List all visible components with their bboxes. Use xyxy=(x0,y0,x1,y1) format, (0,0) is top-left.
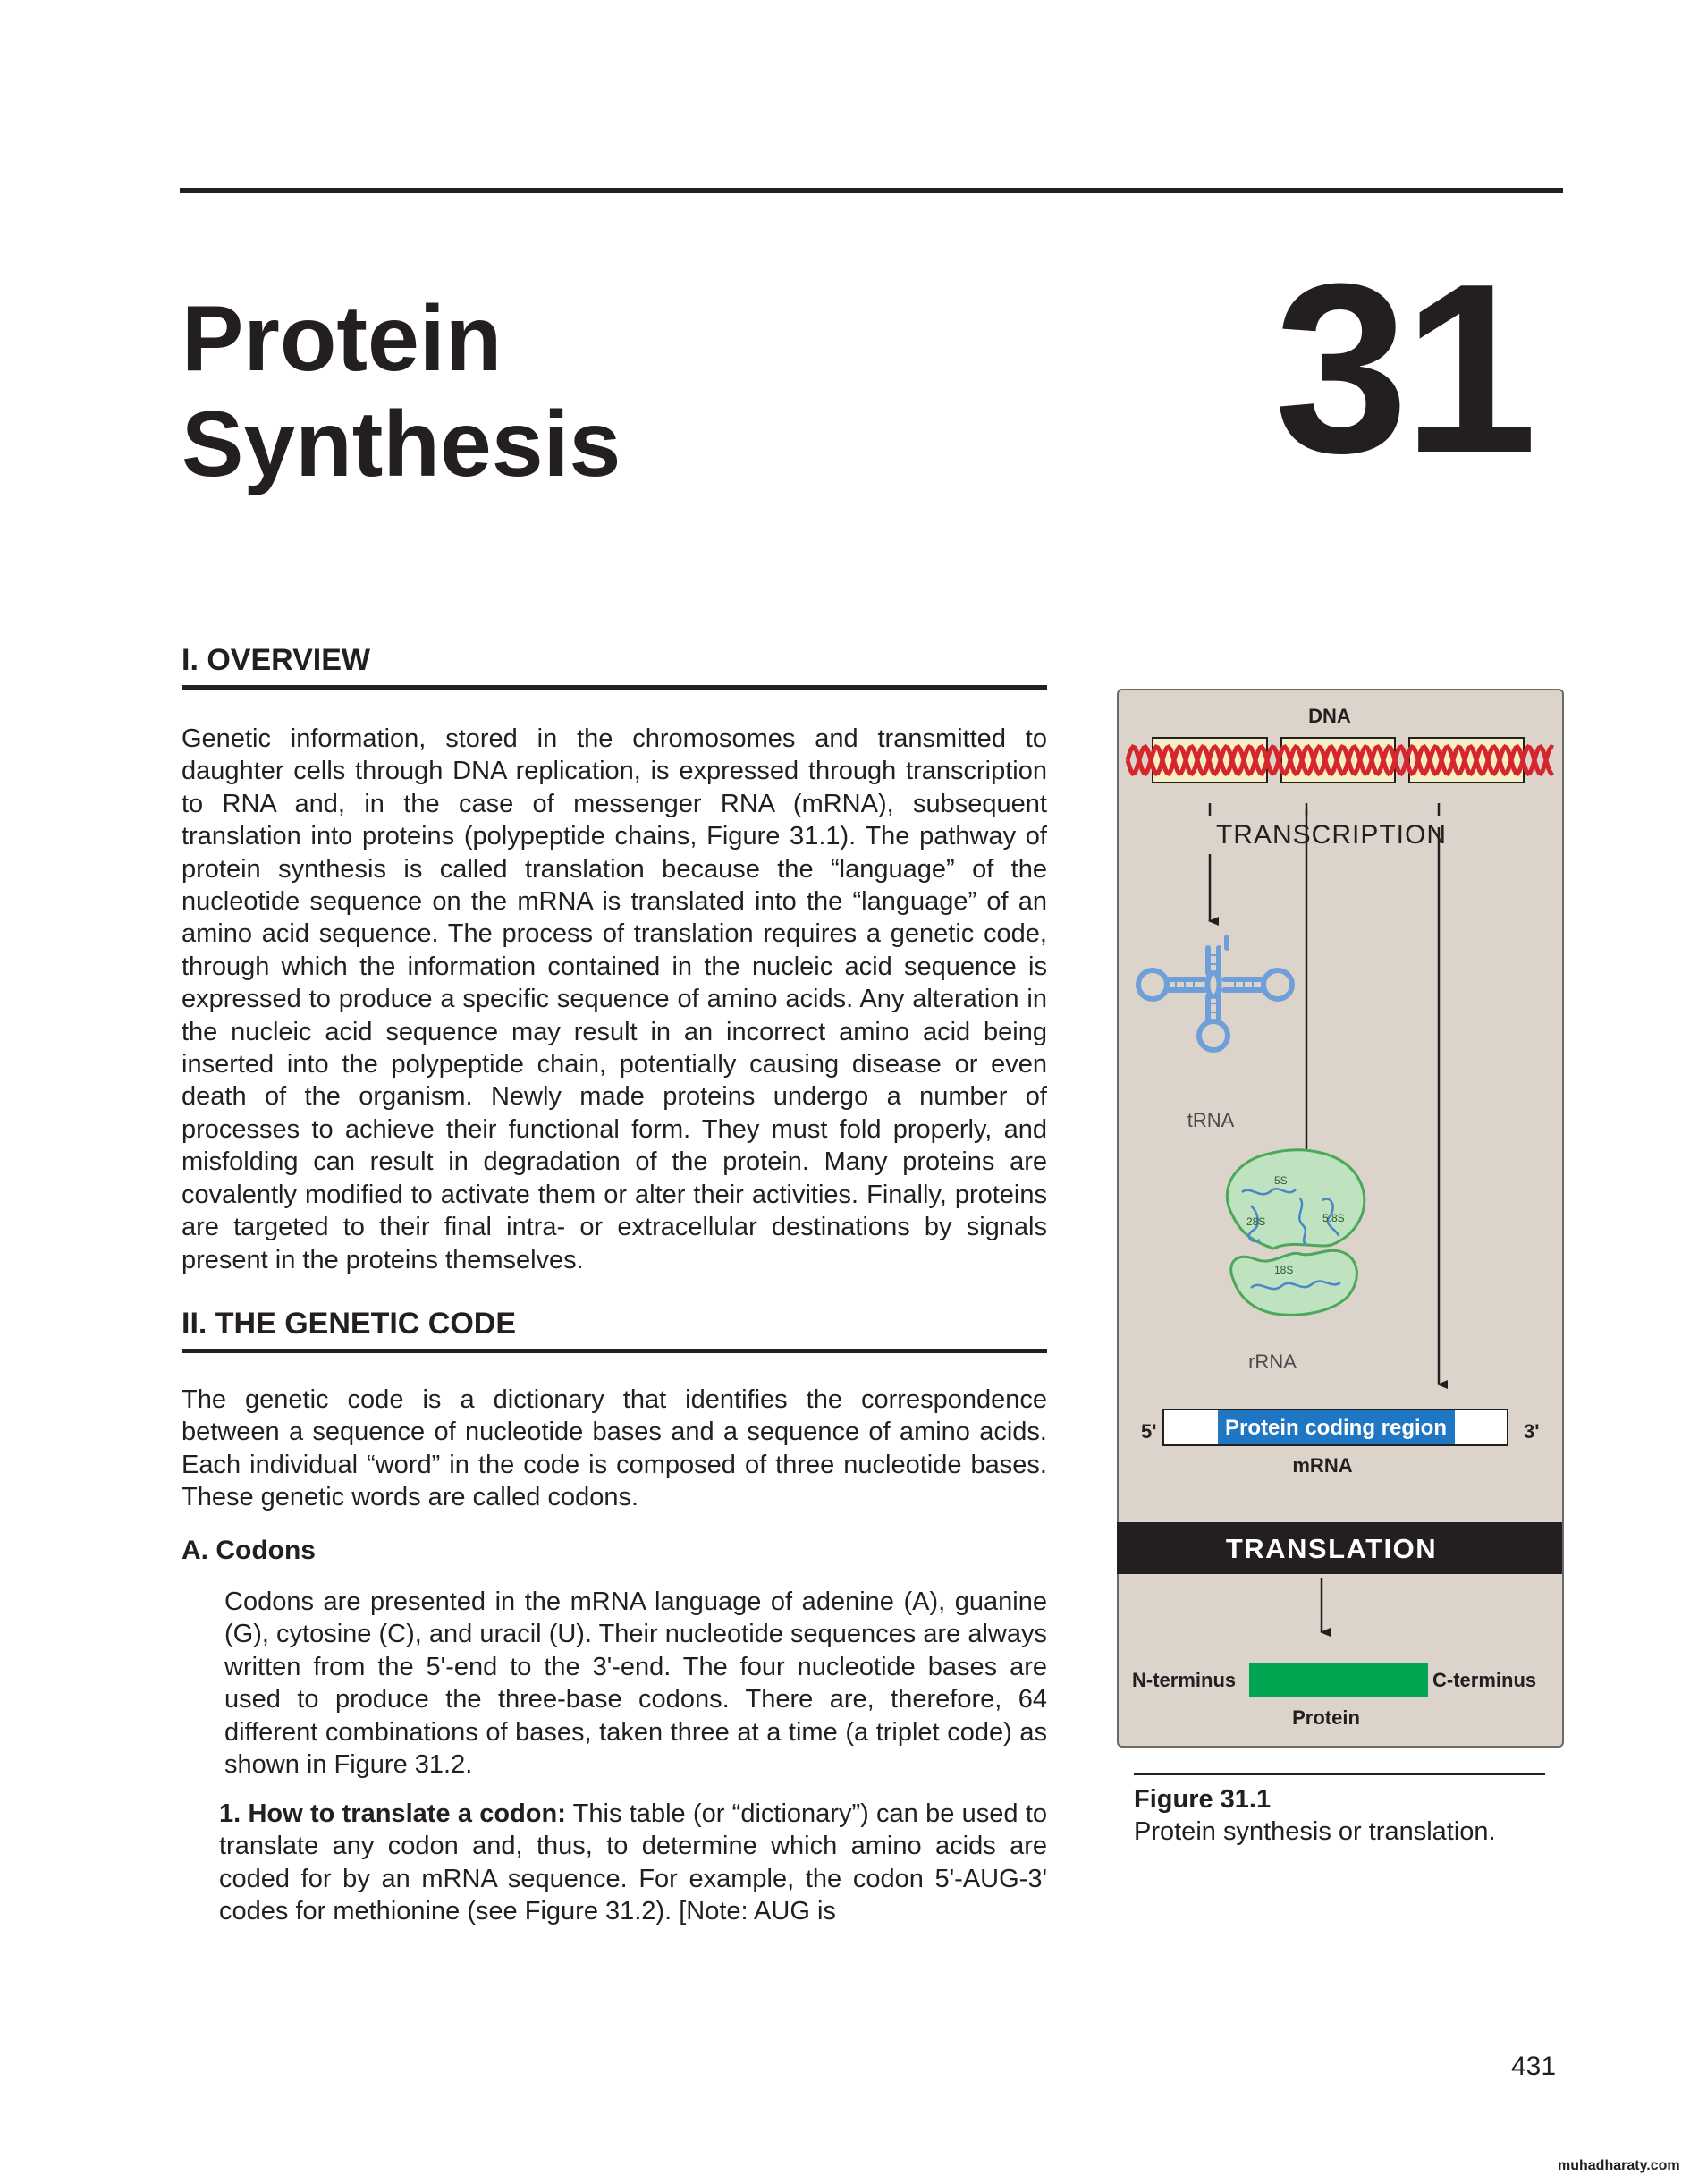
genetic-code-paragraph: The genetic code is a dictionary that identifies the correspondence between a sequence of nucleotide bases and a sequence of amino acids. Each individual “word” in the code is composed of three nucleotide bases. These genetic words are called codons. xyxy=(182,1385,1047,1512)
rrna-5s-label: 5S xyxy=(1274,1174,1288,1187)
figure-number: Figure 31.1 xyxy=(1134,1785,1272,1814)
mrna-3prime-label: 3' xyxy=(1524,1420,1540,1443)
protein-coding-region-label: Protein coding region xyxy=(1224,1416,1448,1440)
protein-label: Protein xyxy=(1292,1706,1360,1729)
trna-rungs xyxy=(1176,955,1253,1012)
overview-paragraph: Genetic information, stored in the chromosomes and transmitted to daughter cells through DNA replication, is expressed through transcription to RNA and, in the case of messenger RNA (mRNA), subsequent translation into proteins (polypeptide chains, Figure 31.1). The pathway of protein synthesis is called translation because the “language” of the nucleotide sequence on the mRNA is translated into the “language” of an amino acid sequence. The process of translation requires a genetic code, through which the information contained in the nucleic acid sequence is expressed to produce a specific sequence of amino acids. Any alteration in the nucleic acid sequence may result in an incorrect amino acid being inserted into the polypeptide chain, potentially causing disease or even death of the organism. Newly made proteins undergo a number of processes to achieve their functional form. They must fold properly, and misfolding can result in degradation of the protein. Many proteins are covalently modified to activate them or alter their activities. Finally, proteins are targeted to their final intra- or extracellular destinations by signals present in the proteins themselves. xyxy=(182,724,1047,1274)
chapter-title-line2: Synthesis xyxy=(182,393,621,496)
figure-caption: Protein synthesis or translation. xyxy=(1134,1817,1496,1846)
ribosome-icon xyxy=(1227,1150,1365,1315)
rrna-58s-label: 5.8S xyxy=(1322,1212,1345,1224)
trna-icon xyxy=(1138,937,1292,1050)
codon-translation-item xyxy=(219,1798,1047,1928)
section-heading-overview: I. OVERVIEW xyxy=(182,642,1047,690)
page-number: 431 xyxy=(1511,2052,1557,2081)
trna-label: tRNA xyxy=(1187,1109,1235,1131)
watermark: muhadharaty.com xyxy=(1558,2158,1680,2173)
codon-translation-item-body: This table (or “dictionary”) can be used to translate any codon and, thus, to determine which amino acids are coded for by an mRNA sequence. For example, the codon 5'-AUG-3' codes for methionine (see Figure 31.2). [Note: AUG is xyxy=(219,1799,1048,1926)
c-terminus-label: C-terminus xyxy=(1432,1669,1537,1691)
subheading-codons: A. Codons xyxy=(182,1536,316,1565)
mrna-5prime-label: 5' xyxy=(1141,1420,1157,1443)
n-terminus-label: N-terminus xyxy=(1132,1669,1237,1691)
figure-diagram xyxy=(1117,689,1564,1753)
rrna-label: rRNA xyxy=(1248,1350,1297,1373)
protein-bar xyxy=(1249,1663,1428,1697)
chapter-title xyxy=(182,286,621,497)
section-heading-genetic-code: II. THE GENETIC CODE xyxy=(182,1306,1047,1353)
codon-translation-item-label: 1. How to translate a codon: xyxy=(219,1799,566,1828)
top-rule xyxy=(180,188,1563,193)
transcription-label: TRANSCRIPTION xyxy=(1215,820,1448,850)
ribosome-large-subunit xyxy=(1227,1150,1365,1249)
chapter-title-line1: Protein xyxy=(182,287,503,391)
rrna-28s-label: 28S xyxy=(1246,1215,1266,1228)
figure-caption-rule xyxy=(1134,1773,1545,1775)
mrna-label: mRNA xyxy=(1292,1454,1353,1477)
codons-paragraph: Codons are presented in the mRNA language of adenine (A), guanine (G), cytosine (C), and uracil (U). Their nucleotide sequences are always written from the 5'-end to the 3'-end. The four nucleotide bases are used to produce the three-base codons. There are, therefore, 64 different combinations of bases, taken three at a time (a triplet code) as shown in Figure 31.2. xyxy=(224,1587,1047,1780)
chapter-number: 31 xyxy=(1274,234,1533,504)
dna-label: DNA xyxy=(1308,705,1351,727)
transcription-ticks xyxy=(1210,803,1439,816)
rrna-18s-label: 18S xyxy=(1274,1264,1294,1276)
translation-label: TRANSLATION xyxy=(1225,1533,1438,1564)
